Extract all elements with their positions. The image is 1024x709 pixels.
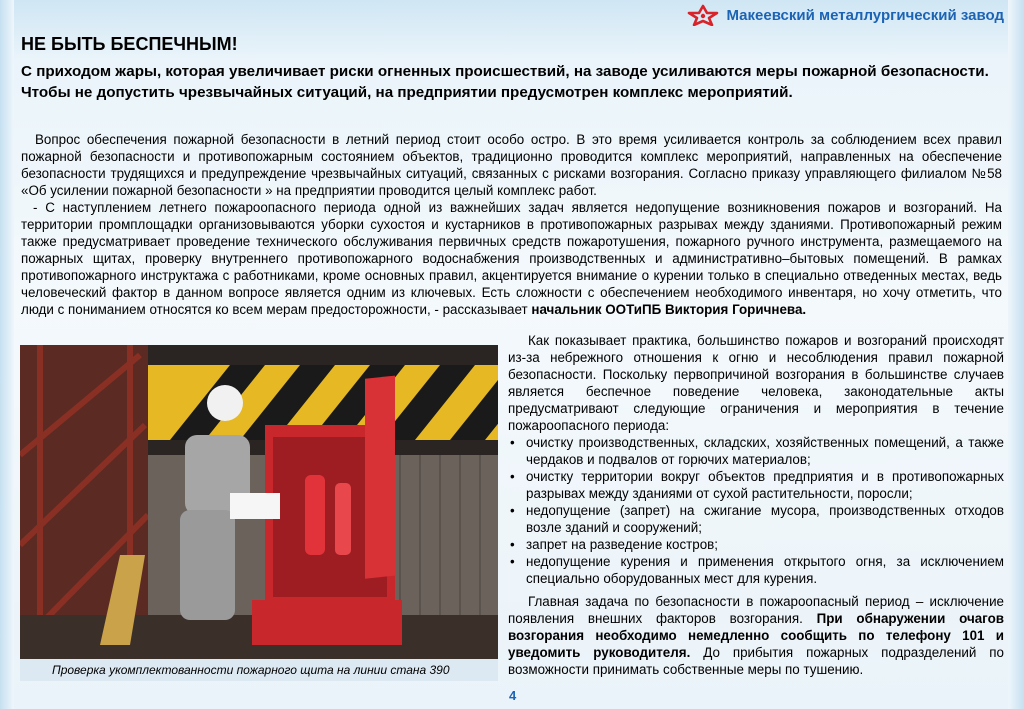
list-item: • запрет на разведение костров;: [508, 536, 1004, 553]
paragraph-3: Как показывает практика, большинство пожаров и возгораний происходят из-за небрежного отношения к огню и несоблюдения правил пожарной безопасности. Поскольку первопричиной возгорания в большинстве случаев является беспечное поведение человека, законодательные акты предусматривают следующие ограничения и мероприятия в течение пожароопасного периода:: [508, 333, 1004, 433]
paragraph-2-author: начальник ООТиПБ Виктория Горичнева.: [531, 302, 807, 317]
right-column: [508, 332, 1004, 678]
paragraph-4-start: Главная задача по безопасности в пожароопасный период – исключение появления внешних факторов возгорания.: [508, 594, 1004, 626]
paragraph-4-warning: При обнаружении очагов возгорания необходимо немедленно сообщить по телефону 101 и уведомить руководителя.: [508, 611, 1004, 660]
article-title: НЕ БЫТЬ БЕСПЕЧНЫМ!: [21, 34, 238, 54]
list-item: • очистку производственных, складских, хозяйственных помещений, а также чердаков и подвалов от горючих материалов;: [508, 434, 1004, 468]
paragraph-4-end: До прибытия пожарных подразделений по возможности принимать собственные меры по тушению.: [508, 645, 1005, 677]
page-number: 4: [509, 688, 517, 703]
restriction-list: [508, 434, 1004, 587]
list-item: • очистку территории вокруг объектов предприятия и в противопожарных разрывах между зданиями от сухой растительности, поросли;: [508, 468, 1004, 502]
article-lead: С приходом жары, которая увеличивает риски огненных происшествий, на заводе усиливаются меры пожарной безопасности. Чтобы не допустить чрезвычайных ситуаций, на предприятии предусмотрен комплекс мероприятий.: [21, 63, 989, 101]
star-logo-icon: [686, 4, 720, 26]
left-decorative-border: [0, 0, 14, 709]
paragraph-2-text: - С наступлением летнего пожароопасного периода одной из важнейших задач является недопущение возникновения пожаров и возгораний. На территории промплощадки организовываются уборки сухостоя и кустарников в противопожарных разрывах между зданиями. Противопожарный режим также предусматривает проведение технического обслуживания первичных средств пожаротушения, пожарного ручного инструмента, размещаемого на пожарных щитах, проверку внутреннего противопожарного водоснабжения производственных и административно–бытовых помещений. В рамках противопожарного инструктажа с работниками, кроме основных правил, акцентируется внимание о курении только в специально отведенных местах, ведь человеческий фактор в данном вопросе является одним из ключевых. Есть сложности с обеспечением необходимого инвентаря, но хочу отметить, что люди с пониманием относятся ко всем мерам предосторожности, - рассказывает: [21, 200, 1002, 317]
paragraph-4: [508, 593, 1004, 678]
brand-header: [686, 4, 1004, 26]
article-photo: [20, 345, 498, 681]
photo-caption: Проверка укомплектованности пожарного щита на линии стана 390: [20, 659, 498, 681]
list-item: • недопущение курения и применения открытого огня, за исключением специально оборудованных мест для курения.: [508, 553, 1004, 587]
photo-illustration: [20, 345, 498, 659]
brand-name: Макеевский металлургический завод: [726, 6, 1004, 24]
paragraph-1: Вопрос обеспечения пожарной безопасности в летний период стоит особо остро. В это время усиливается контроль за соблюдением всех правил пожарной безопасности и противопожарным состоянием объектов, традиционно проводится комплекс мероприятий, направленных на обеспечение безопасности трудящихся и предупреждение чрезвычайных ситуаций, связанных с рисками возгорания. Согласно приказу управляющего филиалом №58 «Об усилении пожарной безопасности » на предприятии проводится целый комплекс работ.: [21, 132, 1002, 198]
right-decorative-border: [1008, 0, 1024, 709]
article-body: [21, 131, 1002, 318]
paragraph-2: [21, 199, 1002, 318]
list-item: • недопущение (запрет) на сжигание мусора, производственных отходов возле зданий и сооружений;: [508, 502, 1004, 536]
